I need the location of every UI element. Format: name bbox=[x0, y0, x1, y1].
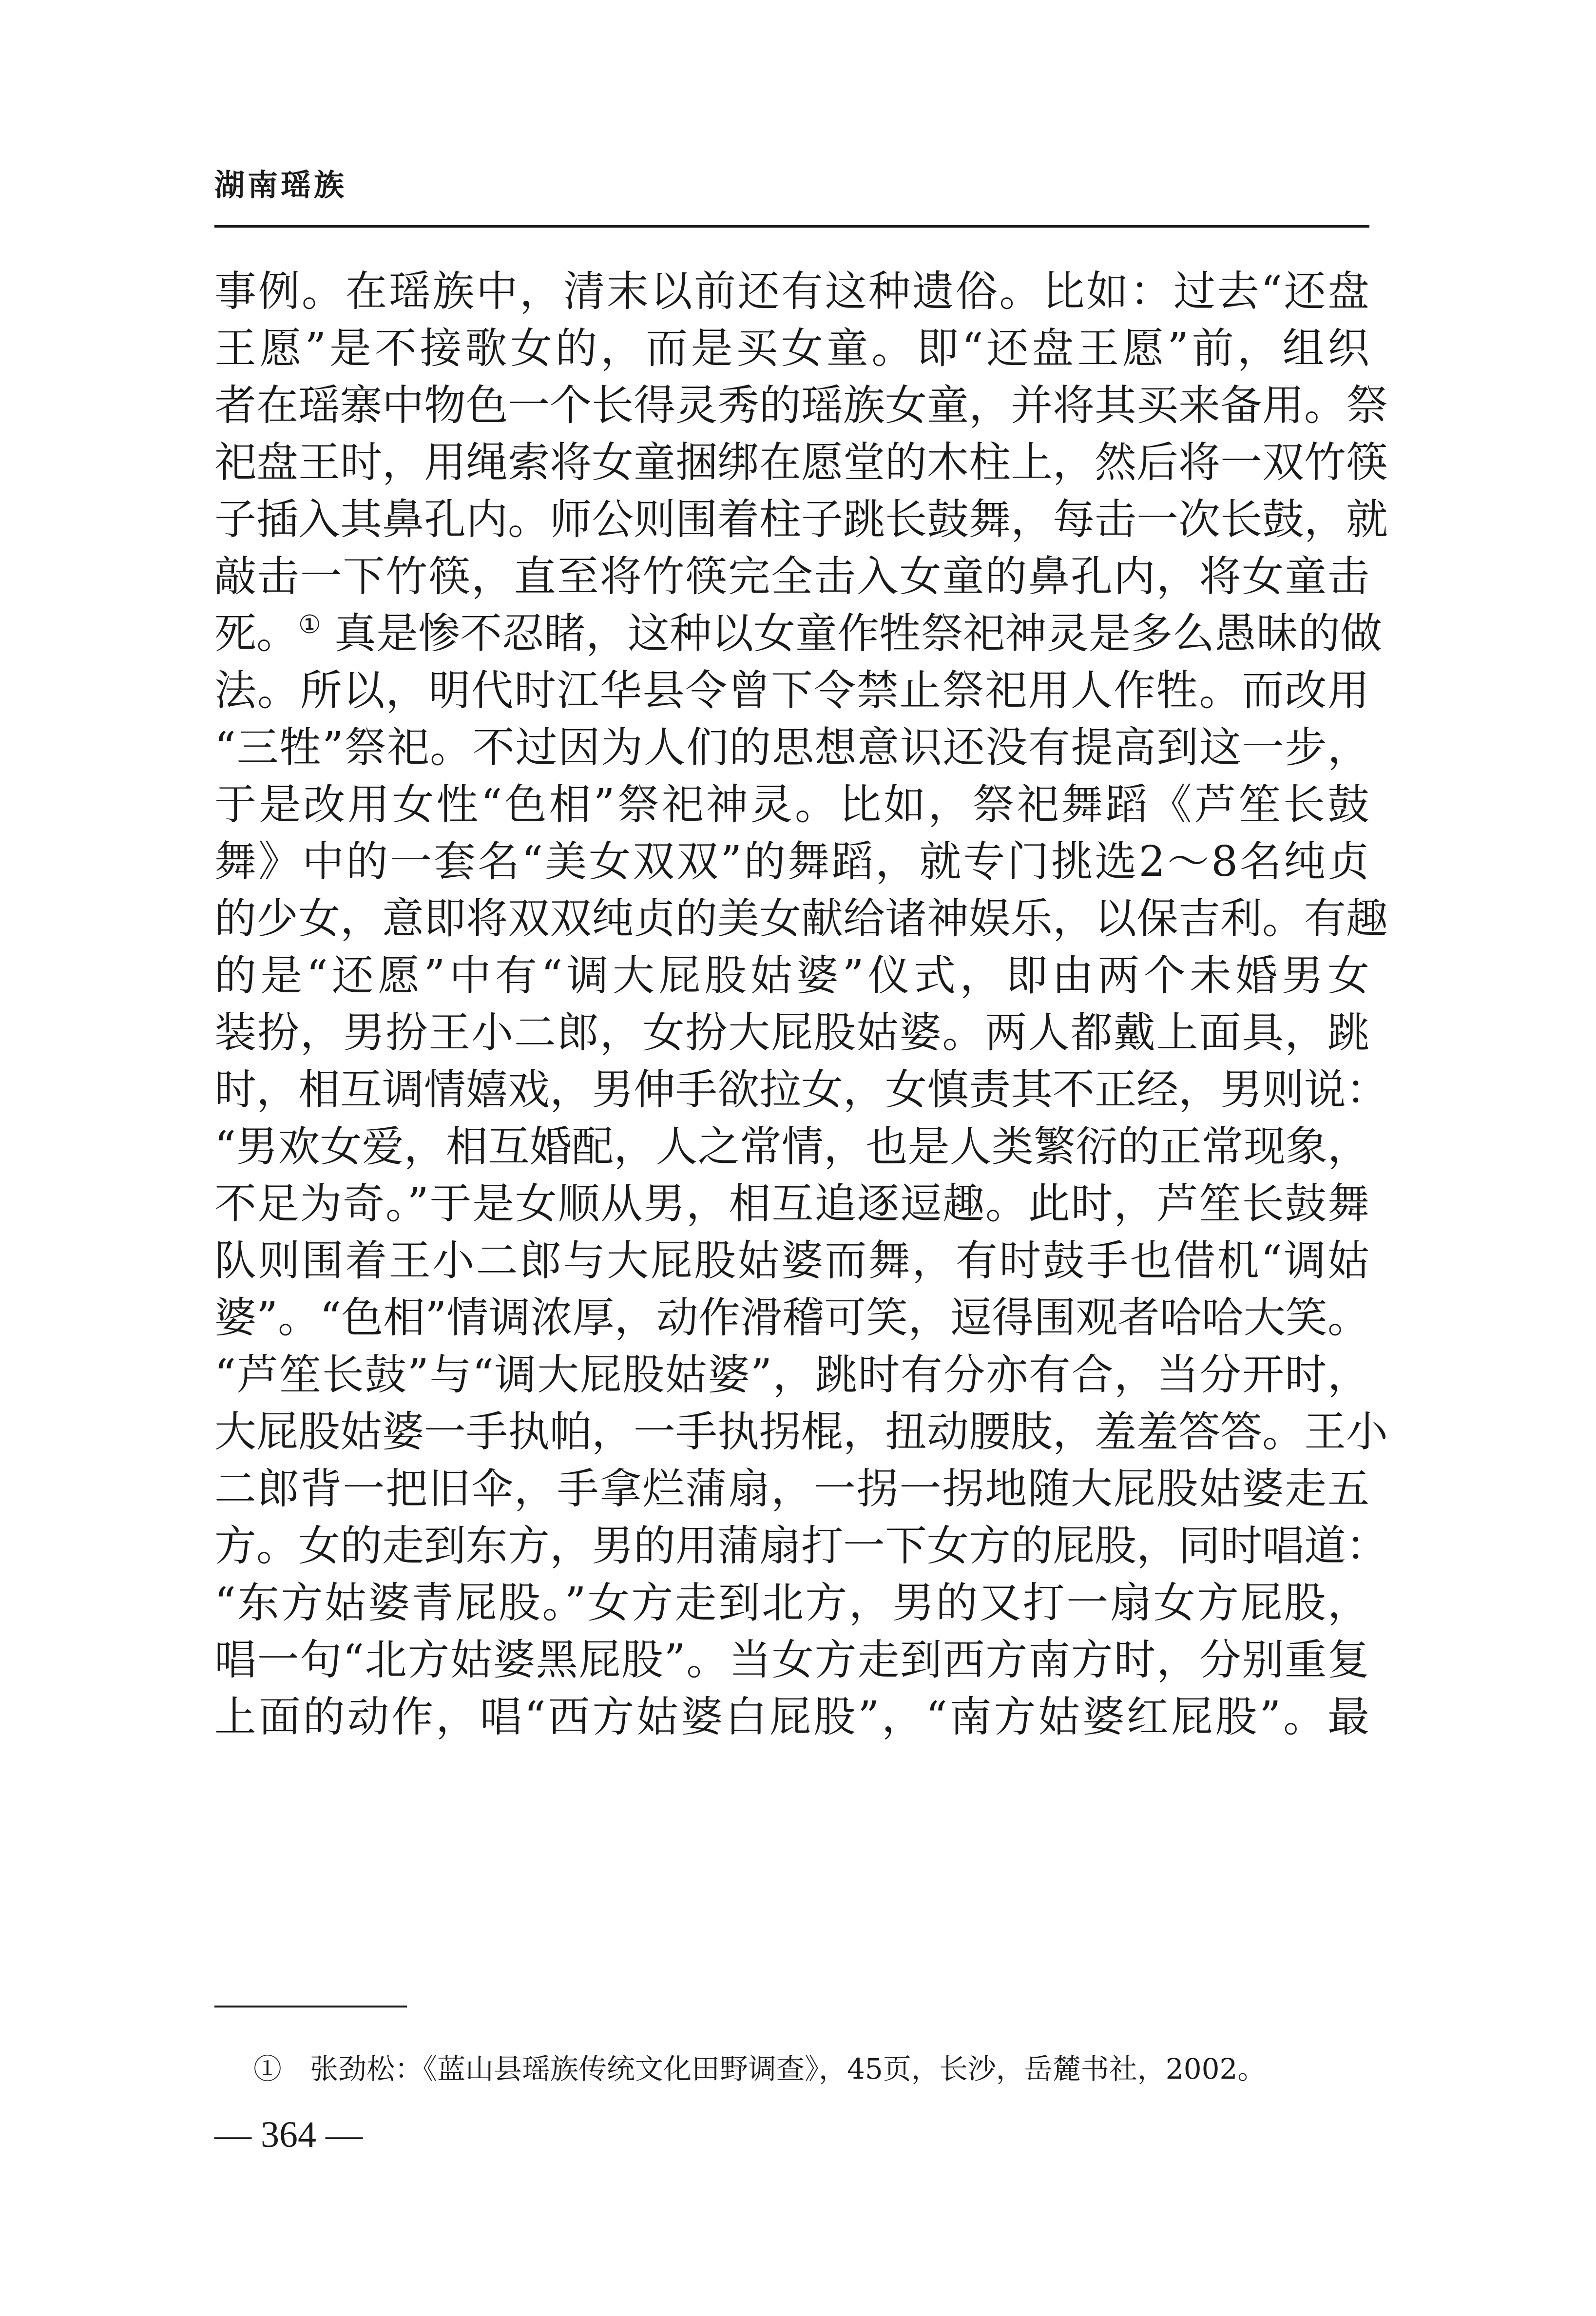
text-line: 的是“还愿”中有“调大屁股姑婆”仪式，即由两个未婚男女 bbox=[214, 951, 1369, 1000]
text-line: 王愿”是不接歌女的，而是买女童。即“还盘王愿”前，组织 bbox=[214, 324, 1369, 373]
text-line: 唱一句“北方姑婆黑屁股”。当女方走到西方南方时，分别重复 bbox=[214, 1636, 1369, 1684]
text-line: 队则围着王小二郎与大屁股姑婆而舞，有时鼓手也借机“调姑 bbox=[214, 1236, 1369, 1285]
running-title: 湖南瑶族 bbox=[214, 167, 347, 203]
header-rule bbox=[214, 225, 1369, 228]
text-line: 子插入其鼻孔内。师公则围着柱子跳长鼓舞，每击一次长鼓，就 bbox=[214, 495, 1388, 544]
text-line: “三牲”祭祀。不过因为人们的思想意识还没有提高到这一步， bbox=[214, 723, 1369, 772]
text-line: 装扮，男扮王小二郎，女扮大屁股姑婆。两人都戴上面具，跳 bbox=[214, 1008, 1369, 1057]
text-line: 的少女，意即将双双纯贞的美女献给诸神娱乐，以保吉利。有趣 bbox=[214, 894, 1388, 943]
text-line: 大屁股姑婆一手执帕，一手执拐棍，扭动腰肢，羞羞答答。王小 bbox=[214, 1408, 1388, 1456]
body-text bbox=[214, 263, 1388, 1746]
text-line-with-footnote bbox=[214, 605, 1382, 662]
text-line: 事例。在瑶族中，清末以前还有这种遗俗。比如：过去“还盘 bbox=[214, 267, 1369, 316]
text-line: 不足为奇。”于是女顺从男，相互追逐逗趣。此时，芦笙长鼓舞 bbox=[214, 1179, 1369, 1228]
text-line: 二郎背一把旧伞，手拿烂蒲扇，一拐一拐地随大屁股姑婆走五 bbox=[214, 1465, 1369, 1513]
footnote-marker[interactable]: ① bbox=[298, 610, 321, 639]
text-line: 方。女的走到东方，男的用蒲扇打一下女方的屁股，同时唱道： bbox=[214, 1522, 1388, 1570]
text-line: “东方姑婆青屁股。”女方走到北方，男的又打一扇女方屁股， bbox=[214, 1579, 1369, 1627]
footnote: ① 张劲松：《蓝山县瑶族传统文化田野调查》，45页，长沙，岳麓书社，2002。 bbox=[253, 2052, 1266, 2085]
text-line: 上面的动作，唱“西方姑婆白屁股”，“南方姑婆红屁股”。最 bbox=[214, 1693, 1369, 1741]
text-line: 婆”。“色相”情调浓厚，动作滑稽可笑，逗得围观者哈哈大笑。 bbox=[214, 1293, 1369, 1342]
text-line: 舞》中的一套名“美女双双”的舞蹈，就专门挑选2～8名纯贞 bbox=[214, 837, 1369, 886]
text-line: 时，相互调情嬉戏，男伸手欲拉女，女慎责其不正经，男则说： bbox=[214, 1065, 1388, 1114]
text-line: 法。所以，明代时江华县令曾下令禁止祭祀用人作牲。而改用 bbox=[214, 666, 1369, 715]
page-number: — 364 — bbox=[214, 2114, 363, 2155]
text-line: 祀盘王时，用绳索将女童捆绑在愿堂的木柱上，然后将一双竹筷 bbox=[214, 438, 1388, 487]
text-line: “芦笙长鼓”与“调大屁股姑婆”，跳时有分亦有合，当分开时， bbox=[214, 1351, 1369, 1399]
text-line: 敲击一下竹筷，直至将竹筷完全击入女童的鼻孔内，将女童击 bbox=[214, 552, 1369, 601]
line-rest: 真是惨不忍睹，这种以女童作牲祭祀神灵是多么愚昧的做 bbox=[334, 609, 1382, 658]
text-line: 者在瑶寨中物色一个长得灵秀的瑶族女童，并将其买来备用。祭 bbox=[214, 381, 1388, 430]
line-prefix: 死。 bbox=[214, 609, 298, 658]
text-line: 于是改用女性“色相”祭祀神灵。比如，祭祀舞蹈《芦笙长鼓 bbox=[214, 780, 1369, 829]
text-line: “男欢女爱，相互婚配，人之常情，也是人类繁衍的正常现象， bbox=[214, 1122, 1369, 1171]
footnote-rule bbox=[214, 2006, 407, 2007]
